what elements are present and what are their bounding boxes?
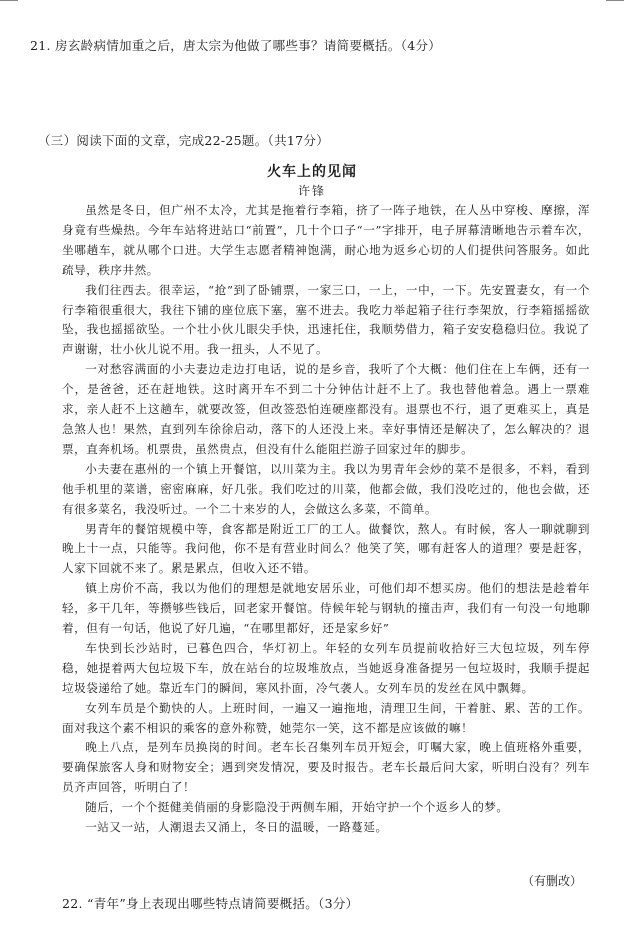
article-body (62, 201, 590, 838)
question-21: 21. 房玄龄病情加重之后，唐太宗为他做了哪些事？请简要概括。（4分） (30, 38, 442, 53)
paragraph: 我们往西去。很幸运，“抢”到了卧铺票，一家三口，一上，一中，一下。先安置妻女，有一个行李箱很重很大，我往下铺的座位底下塞，塞不进去。我吃力举起箱子往行李架放，行李箱摇摇欲坠，我也摇摇欲坠。一个壮小伙儿眼尖手快，迅速托住，我顺势借力，箱子安安稳稳归位。我说了声谢谢，壮小伙儿说不用。我一扭头，人不见了。 (62, 282, 590, 357)
paragraph: 车快到长沙站时，已暮色四合，华灯初上。年轻的女列车员提前收拾好三大包垃圾，列车停稳，她提着两大包垃圾下车，放在站台的垃圾堆放点，当她返身准备提另一包垃圾时，我顺手提起垃圾袋递给了她。靠近车门的瞬间，寒风扑面，冷气袭人。女列车员的发丝在风中飘舞。 (62, 640, 590, 695)
paragraph: 一站又一站，人潮退去又涌上，冬日的温暖，一路蔓延。 (85, 820, 388, 835)
section-heading: （三）阅读下面的文章，完成22-25题。（共17分） (38, 133, 329, 148)
paragraph: 晚上八点，是列车员换岗的时间。老车长召集列车员开短会，叮嘱大家，晚上值班格外重要，要确保旅客人身和财物安全；遇到突发情况，要及时报告。老车长最后问大家，听明白没有？列车员齐声回答，听明白了！ (62, 740, 590, 795)
paragraph: 虽然是冬日，但广州不太冷，尤其是拖着行李箱，挤了一阵子地铁，在人丛中穿梭、摩擦，浑身竟有些燥热。今年车站将进站口“前置”，几十个口子“一”字排开，电子屏幕清晰地告示着车次，坐哪趟车，就从哪个口进。大学生志愿者精神饱满，耐心地为返乡心切的人们提供问答服务。如此疏导，秩序井然。 (62, 203, 590, 277)
article-author: 许锋 (297, 184, 326, 198)
question-22: 22. “青年”身上表现出哪些特点请简要概括。（3分） (62, 896, 359, 911)
paragraph: 镇上房价不高，我以为他们的理想是就地安居乐业，可他们却不想买房。他们的想法是趁着年轻，多干几年，等攒够些钱后，回老家开餐馆。侍候年轮与钢轨的撞击声，我们有一句没一句地聊着，但有一句话，他说了好几遍，“在哪里都好，还是家乡好” (62, 581, 590, 636)
abridged-note: （有删改） (521, 874, 582, 888)
paragraph: 随后，一个个挺健美俏丽的身影隐没于两侧车厢，开始守护一个个返乡人的梦。 (85, 800, 509, 815)
page-edge-left (0, 0, 18, 1)
page-edge-right (606, 0, 624, 1)
paragraph: 女列车员是个勤快的人。上班时间，一遍又一遍拖地，清理卫生间，干着脏、累、苦的工作。面对我这个素不相识的乘客的意外称赞，她莞尔一笑，这不都是应该做的嘛！ (62, 700, 590, 735)
paragraph: 男青年的餐馆规模中等，食客都是附近工厂的工人。做餐饮，熬人。有时候，客人一聊就聊到晚上十一点，只能等。我问他，你不是有营业时间么？他笑了笑，哪有赶客人的道理？要是赶客，人家下回就不来了。累是累点，但收入还不错。 (62, 521, 590, 576)
article-title: 火车上的见闻 (267, 164, 357, 180)
paragraph: 小夫妻在惠州的一个镇上开餐馆，以川菜为主。我以为男青年会炒的菜不是很多，不料，看到他手机里的菜谱，密密麻麻，好几张。我们吃过的川菜，他都会做，我们没吃过的，他也会做，还有很多菜名，我没听过。一个二十来岁的人，会做这么多菜，不简单。 (62, 461, 590, 516)
paragraph: 一对愁容满面的小夫妻边走边打电话，说的是乡音，我听了个大概：他们住在上车俩，还有一个，是爸爸，还在赶地铁。这时离开车不到二十分钟估计赶不上了。我也替他着急。遇上一票难求，亲人赶不上这趟车，就要改签，但改签恐怕连硬座都没有。退票也不行，退了更难买上，真是急煞人也！果然，直到列车徐徐启动，落下的人还没上来。幸好事情还是解决了，怎么解决的？退票，直奔机场。机票贵，虽然贵点，但没有什么能阻拦游子回家过年的脚步。 (62, 362, 590, 456)
